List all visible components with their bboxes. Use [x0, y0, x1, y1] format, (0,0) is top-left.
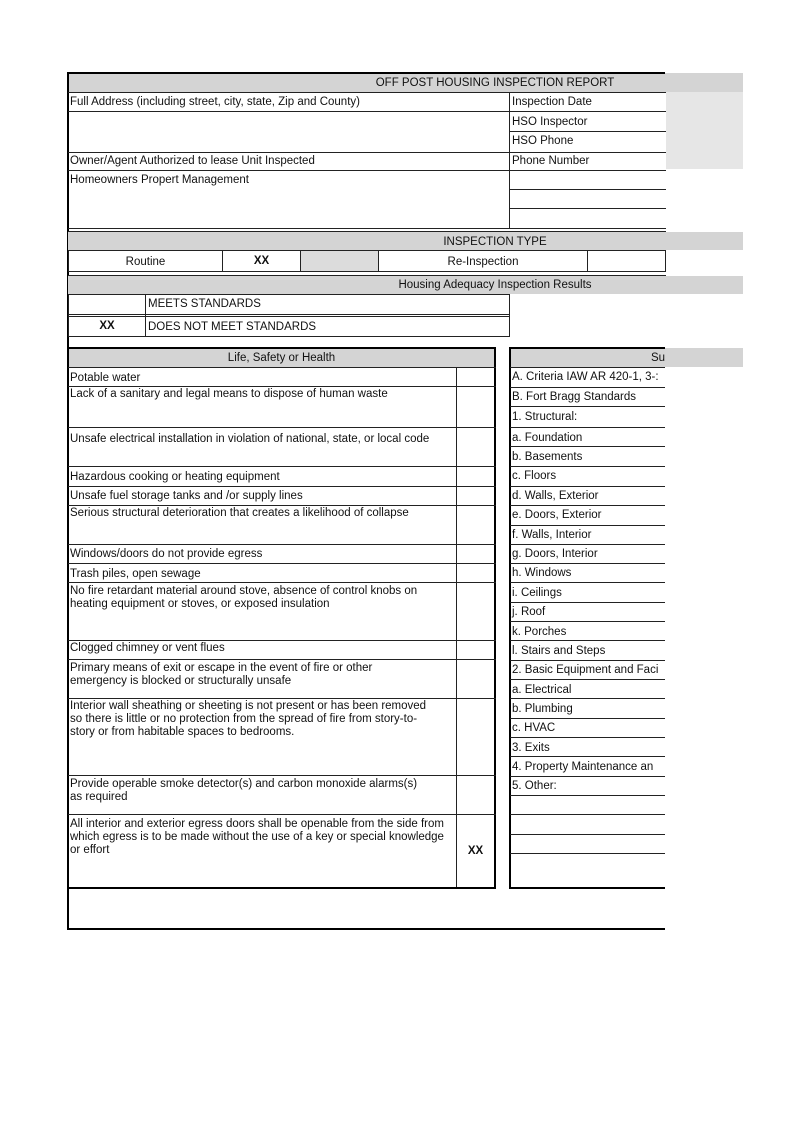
full-address-label: Full Address (including street, city, state, Zip and County): [70, 96, 360, 108]
standards-item-floors: c. Floors: [512, 470, 557, 482]
standards-item-property-maintenance: 4. Property Maintenance an: [512, 761, 654, 773]
standards-item-foundation: a. Foundation: [512, 432, 583, 444]
standards-item-porches: k. Porches: [512, 626, 567, 638]
life-safety-header: Life, Safety or Health: [227, 352, 336, 364]
not-meets-mark[interactable]: XX: [99, 320, 115, 332]
comments-box[interactable]: [68, 889, 665, 929]
full-address-field[interactable]: [68, 112, 509, 152]
phone-number-label: Phone Number: [512, 155, 590, 167]
owner-label: Owner/Agent Authorized to lease Unit Inspected: [70, 155, 315, 167]
life-item-cooking-heating: Hazardous cooking or heating equipment: [70, 471, 280, 483]
reinspection-mark[interactable]: [588, 251, 665, 271]
standards-item-other: 5. Other:: [512, 780, 557, 792]
standards-item-structural: 1. Structural:: [512, 411, 578, 423]
hso-phone-label: HSO Phone: [512, 135, 574, 147]
life-item-smoke-detector: Provide operable smoke detector(s) and carbon monoxide alarms(s) as required: [70, 778, 418, 803]
standards-header-bar: [511, 348, 743, 367]
report-title: OFF POST HOUSING INSPECTION REPORT: [375, 77, 615, 89]
meets-standards-label: MEETS STANDARDS: [148, 298, 261, 310]
standards-item-doors-exterior: e. Doors, Exterior: [512, 509, 602, 521]
standards-item-ceilings: i. Ceilings: [512, 587, 562, 599]
life-item-trash: Trash piles, open sewage: [70, 568, 201, 580]
standards-item-windows: h. Windows: [512, 567, 572, 579]
standards-item-plumbing: b. Plumbing: [512, 703, 573, 715]
life-item-electrical: Unsafe electrical installation in violation of national, state, or local code: [70, 433, 430, 445]
standards-item-fort-bragg: B. Fort Bragg Standards: [512, 391, 637, 403]
life-item-exit-blocked: Primary means of exit or escape in the event of fire or other emergency is blocked or structurally unsafe: [70, 662, 373, 687]
hso-inspector-label: HSO Inspector: [512, 116, 588, 128]
life-item-egress: Windows/doors do not provide egress: [70, 548, 263, 560]
life-item-wall-sheathing: Interior wall sheathing or sheeting is not present or has been removed so there is little or no protection from the spread of fire from story-to-story or from habitable spaces to bedrooms.: [70, 700, 427, 738]
standards-item-roof: j. Roof: [512, 606, 546, 618]
standards-item-electrical: a. Electrical: [512, 684, 572, 696]
not-meets-standards-label: DOES NOT MEET STANDARDS: [148, 321, 317, 333]
life-item-potable-water: Potable water: [70, 372, 141, 384]
life-item-egress-doors-mark[interactable]: XX: [467, 845, 484, 857]
standards-item-stairs: l. Stairs and Steps: [512, 645, 606, 657]
life-item-structural: Serious structural deterioration that creates a likelihood of collapse: [70, 507, 409, 519]
standards-item-basements: b. Basements: [512, 451, 583, 463]
owner-value: Homeowners Propert Management: [70, 174, 249, 186]
life-item-chimney: Clogged chimney or vent flues: [70, 642, 225, 654]
standards-item-walls-interior: f. Walls, Interior: [512, 529, 592, 541]
life-item-waste-disposal: Lack of a sanitary and legal means to dispose of human waste: [70, 388, 388, 400]
routine-label: Routine: [125, 256, 166, 268]
standards-item-doors-interior: g. Doors, Interior: [512, 548, 598, 560]
standards-item-hvac: c. HVAC: [512, 722, 556, 734]
life-item-fire-retardant: No fire retardant material around stove, absence of control knobs on heating equipment or stoves, or exposed insulation: [70, 585, 418, 610]
standards-item-exits: 3. Exits: [512, 742, 550, 754]
standards-item-basic-equipment: 2. Basic Equipment and Faci: [512, 664, 659, 676]
standards-item-criteria: A. Criteria IAW AR 420-1, 3-:: [512, 371, 659, 383]
inspection-date-label: Inspection Date: [512, 96, 592, 108]
life-item-fuel-storage: Unsafe fuel storage tanks and /or supply lines: [70, 490, 303, 502]
reinspection-label: Re-Inspection: [447, 256, 519, 268]
inspection-type-header: INSPECTION TYPE: [443, 236, 547, 248]
results-header: Housing Adequacy Inspection Results: [398, 279, 592, 291]
routine-mark[interactable]: XX: [253, 255, 270, 267]
standards-header: Su: [651, 352, 666, 364]
life-item-egress-doors: All interior and exterior egress doors shall be openable from the side from which egress is to be made without the use of a key or special knowledge or effort: [70, 818, 444, 856]
standards-item-walls-exterior: d. Walls, Exterior: [512, 490, 599, 502]
